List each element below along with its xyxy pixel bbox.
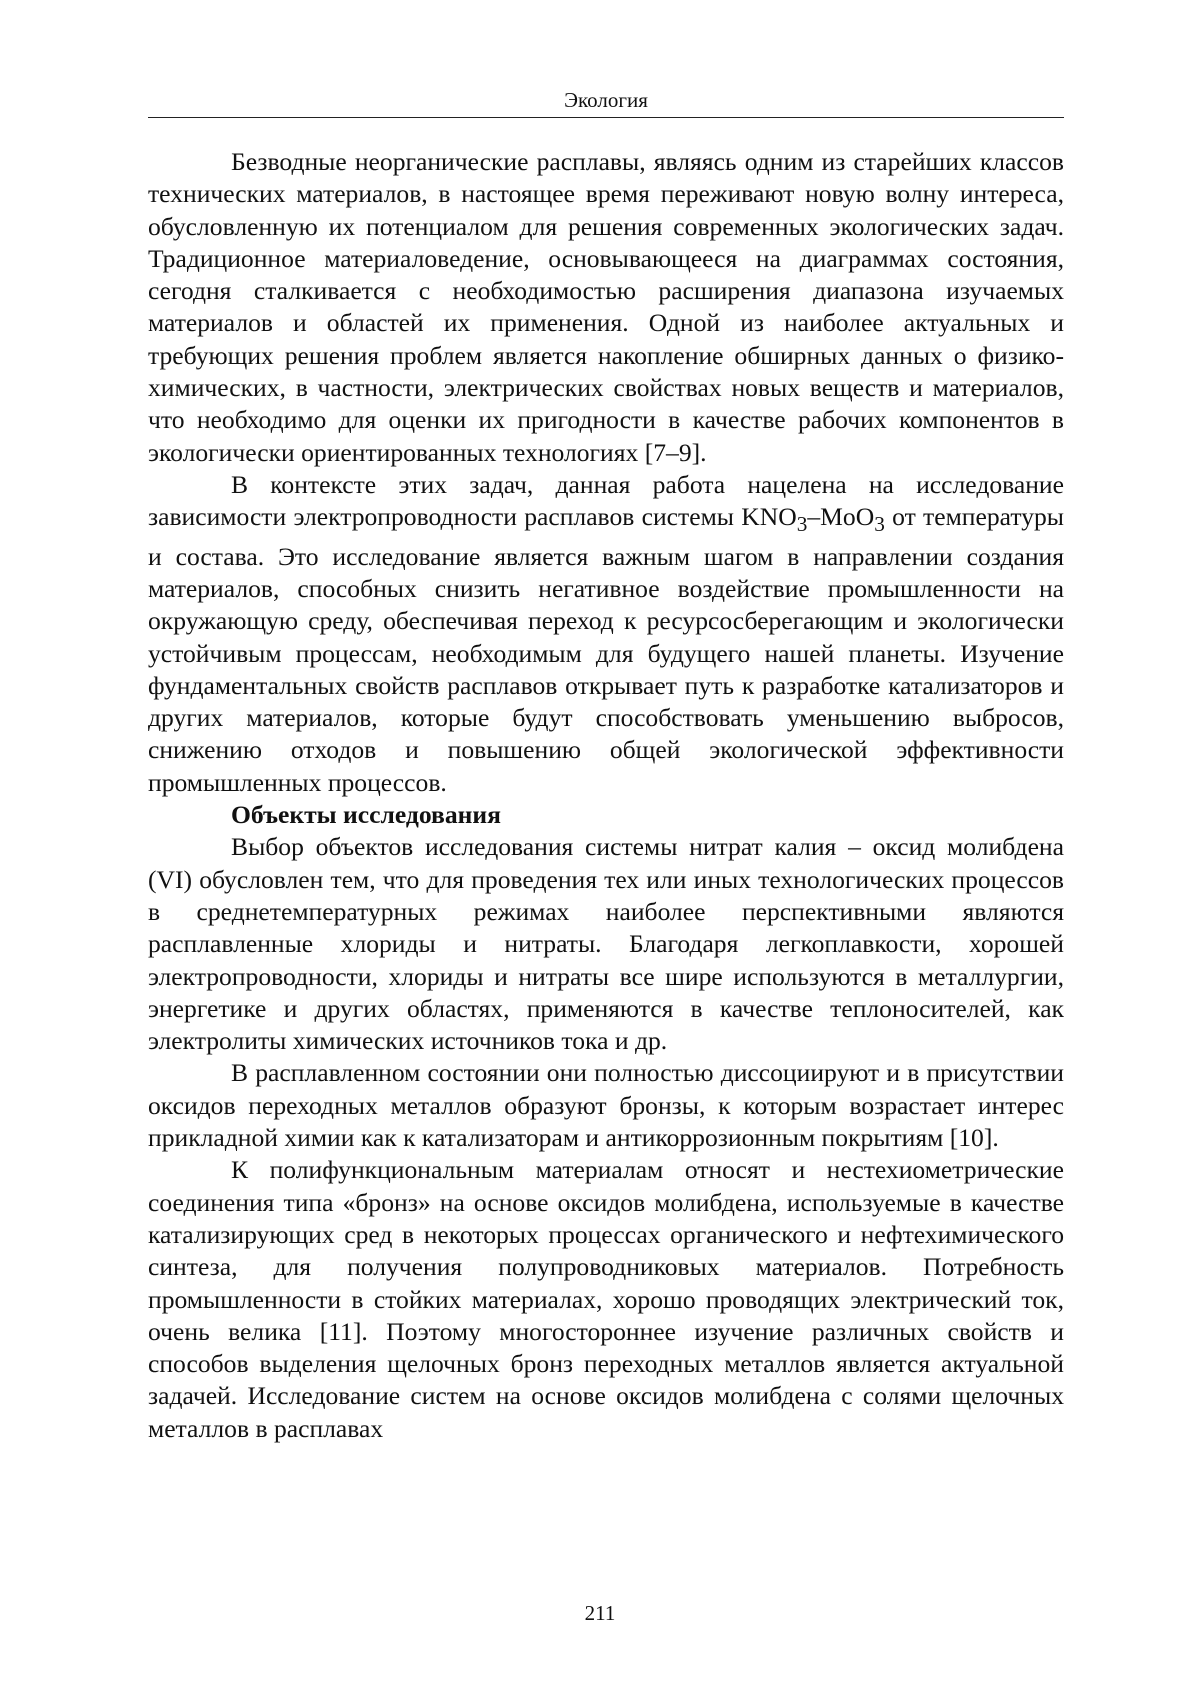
paragraph-2-text-a: В контексте этих задач, данная работа нацелена на исследование зависимости электропроводности расплавов системы KNO — [148, 469, 1064, 532]
paragraph-3: Выбор объектов исследования системы нитрат калия – оксид молибдена (VI) обусловлен тем, что для проведения тех или иных технологических процессов в среднетемпературных режимах наиболее перспективными являются расплавленные хлориды и нитраты. Благодаря легкоплавкости, хорошей электропроводности, хлориды и нитраты все шире используются в металлургии, энергетике и других областях, применяются в качестве теплоносителей, как электролиты химических источников тока и др. — [148, 832, 1064, 1056]
paragraph-4: В расплавленном состоянии они полностью диссоциируют и в присутствии оксидов переходных металлов образуют бронзы, к которым возрастает интерес прикладной химии как к катализаторам и антикоррозионным покрытиям [10]. — [148, 1058, 1064, 1153]
paragraph-1: Безводные неорганические расплавы, являясь одним из старейших классов технических материалов, в настоящее время переживают новую волну интереса, обусловленную их потенциалом для решения современных экологических задач. Традиционное материаловедение, основывающееся на диаграммах состояния, сегодня сталкивается с необходимостью расширения диапазона изучаемых материалов и областей их применения. Одной из наиболее актуальных и требующих решения проблем является накопление обширных данных о физико-химических, в частности, электрических свойствах новых веществ и материалов, что необходимо для оценки их пригодности в качестве рабочих компонентов в экологически ориентированных технологиях [7–9]. — [148, 147, 1064, 467]
subscript-3: 3 — [874, 512, 885, 537]
paragraph-2-text-b: –MoO — [807, 502, 875, 532]
page-number: 211 — [584, 1601, 616, 1625]
body-text — [148, 146, 1064, 1445]
paragraph-5: К полифункциональным материалам относят и нестехиометрические соединения типа «бронз» на основе оксидов молибдена, используемые в качестве катализирующих сред в некоторых процессах органического и нефтехимического синтеза, для получения полупроводниковых материалов. Потребность промышленности в стойких материалах, хорошо проводящих электрический ток, очень велика [11]. Поэтому многостороннее изучение различных свойств и способов выделения щелочных бронз переходных металлов является актуальной задачей. Исследование систем на основе оксидов молибдена с солями щелочных металлов в расплавах — [148, 1155, 1064, 1443]
paragraph-2 — [148, 469, 1064, 799]
header-rule — [148, 117, 1064, 118]
subscript-3: 3 — [796, 512, 808, 537]
section-heading: Объекты исследования — [231, 800, 501, 830]
running-header-title: Экология — [564, 88, 648, 112]
paragraph-2-text-c: от температуры и состава. Это исследование является важным шагом в направлении создания материалов, способных снизить негативное воздействие промышленности на окружающую среду, обеспечивая переход к ресурсосберегающим и экологически устойчивым процессам, необходимым для будущего нашей планеты. Изучение фундаментальных свойств расплавов открывает путь к разработке катализаторов и других материалов, которые будут способствовать уменьшению выбросов, снижению отходов и повышению общей экологической эффективности промышленных процессов. — [148, 502, 1064, 797]
